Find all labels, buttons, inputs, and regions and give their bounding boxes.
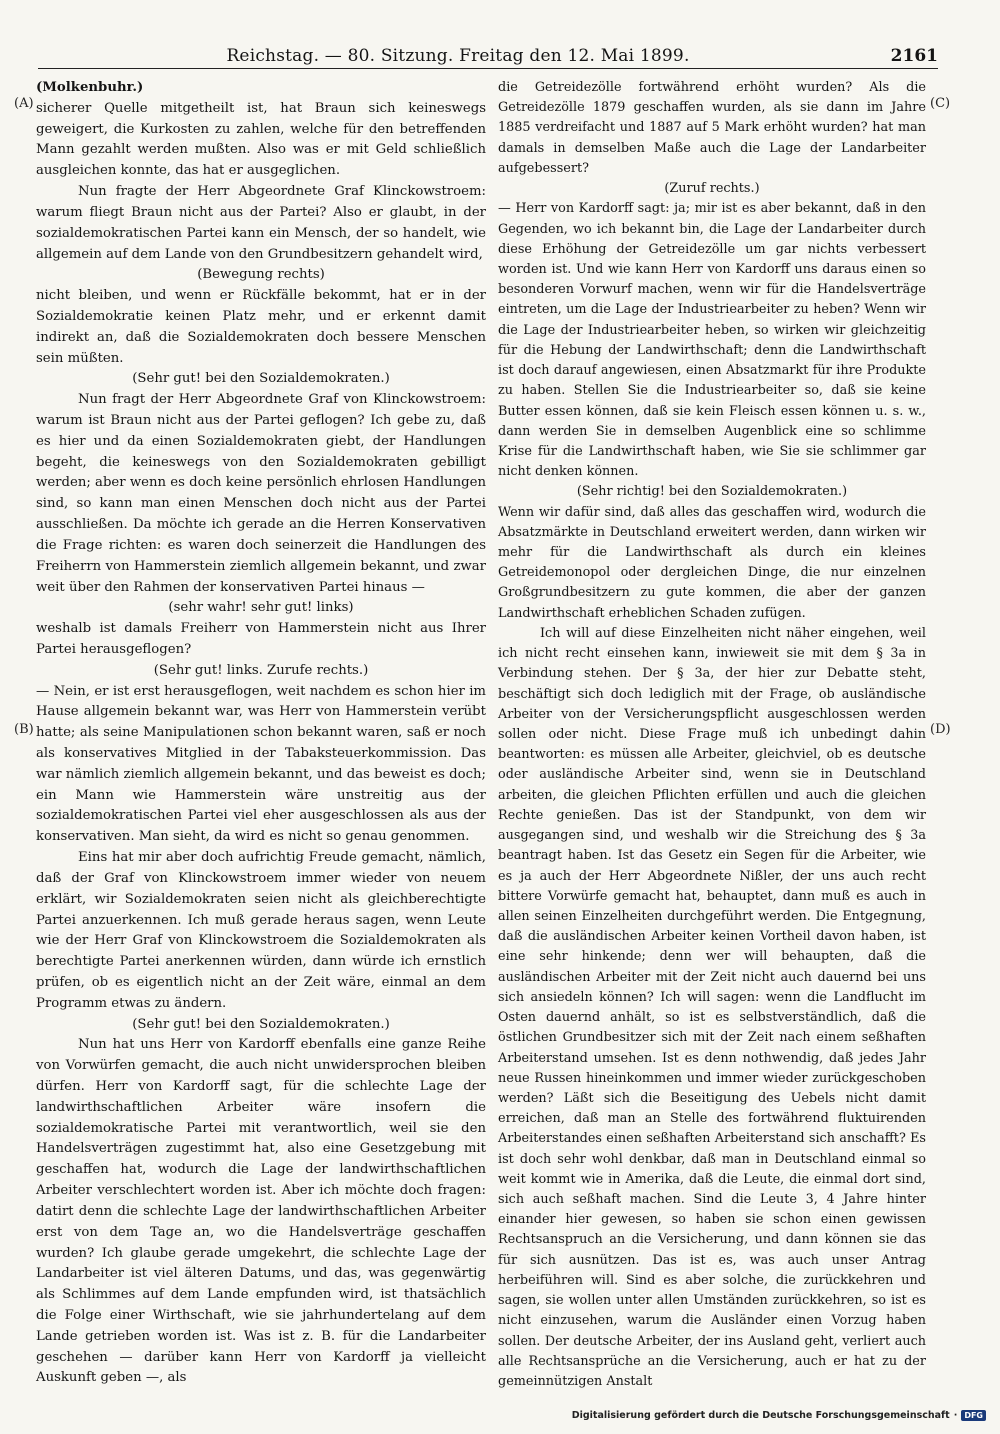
dfg-logo: DFG [961, 1410, 986, 1421]
paragraph: Ich will auf diese Einzelheiten nicht näher eingehen, weil ich nicht recht einsehen kann, inwieweit sie mit dem § 3a in Verbindung stehen. Der § 3a, der hier zur Debatte steht, beschäftigt sich doch lediglich mit der Frage, ob ausländische Arbeiter von der Versicherungspflicht ausgeschlossen werden sollen oder nicht. Diese Frage muß ich unbedingt dahin beantworten: es müssen alle Arbeiter, gleichviel, ob es deutsche oder ausländische Arbeiter sind, wenn sie in Deutschland arbeiten, die gleichen Pflichten erfüllen und auch die gleichen Rechte genießen. Das ist der Standpunkt, von dem wir ausgegangen sind, und weshalb wir die Streichung des § 3a beantragt haben. Ist das Gesetz ein Segen für die Arbeiter, wie es ja auch der Herr Abgeordnete Nißler, der uns auch recht bittere Vorwürfe gemacht hat, behauptet, dann muß es auch in allen seinen Einzelheiten durchgeführt werden. Die Entgegnung, daß die ausländischen Arbeiter keinen Vortheil davon haben, ist eine sehr hinkende; denn wer will behaupten, daß die ausländischen Arbeiter mit der Zeit nicht auch dauernd bei uns sich ansiedeln können? Ich will sagen: wenn die Landflucht im Osten dauernd anhält, so ist es selbstverständlich, daß die östlichen Grundbesitzer sich mit der Zeit nach einem seßhaften Arbeiterstand umsehen. Ist es denn nothwendig, daß jedes Jahr neue Russen hineinkommen und immer wieder zurückgeschoben werden? Läßt sich die Beseitigung des Uebels nicht damit erreichen, daß man an Stelle des fortwährend fluktuirenden Arbeiterstandes einen seßhaften Arbeiterstand sich anschafft? Es ist doch sehr wohl denkbar, daß man in Deutschland einmal so weit kommt wie in Amerika, daß die Leute, die einmal dort sind, sich auch seßhaft machen. Sind die Leute 3, 4 Jahre hinter einander hier gewesen, so haben sie schon einen gewissen Rechtsanspruch an die Versicherung, und dann können sie das für sich ausnützen. Das ist es, was auch unser Antrag herbeiführen will. Sind es aber solche, die zurückkehren und sagen, sie wollen unter allen Umständen zurückkehren, so ist es nicht einzusehen, warum die Ausländer einen Vorzug haben sollen. Der deutsche Arbeiter, der ins Ausland geht, verliert auch alle Rechtsansprüche an die Versicherung, auch er hat zu der gemeinnützigen Anstalt [498, 625, 926, 1389]
paragraph: Wenn wir dafür sind, daß alles das geschaffen wird, wodurch die Absatzmärkte in Deutschland erweitert werden, dann wirken wir mehr für die Landwirthschaft als durch ein kleines Getreidemonopol oder dergleichen Dinge, die nur einzelnen Großgrundbesitzern zu gute kommen, die aber der ganzen Landwirthschaft erheblichen Schaden zufügen. [498, 504, 926, 621]
footer-separator: · [953, 1410, 958, 1421]
running-title: Reichstag. — 80. Sitzung. Freitag den 12. Mai 1899. [226, 46, 690, 66]
margin-marker-b: (B) [14, 722, 34, 737]
page-number: 2161 [890, 46, 938, 66]
paragraph: Nun hat uns Herr von Kardorff ebenfalls eine ganze Reihe von Vorwürfen gemacht, die auch nicht unwidersprochen bleiben dürfen. Herr von Kardorff sagt, für die schlechte Lage der landwirthschaftlichen Arbeiter wäre insofern die sozialdemokratische Partei mit verantwortlich, weil sie den Handelsverträgen zugestimmt hat, also eine Gesetzgebung mit geschaffen hat, wodurch die Lage der landwirthschaftlichen Arbeiter verschlechtert worden ist. Aber ich möchte doch fragen: datirt denn die schlechte Lage der landwirthschaftlichen Arbeiter erst von dem Tage an, wo die Handelsverträge geschaffen wurden? Ich glaube gerade umgekehrt, die schlechte Lage der Landarbeiter ist viel älteren Datums, und das, was gegenwärtig als Schlimmes auf dem Lande empfunden wird, ist thatsächlich die Folge einer Wirthschaft, wie sie jahrhundertelang auf dem Lande getrieben worden ist. Was ist z. B. für die Landarbeiter geschehen — darüber kann Herr von Kardorff ja vielleicht Auskunft geben —, als [36, 1037, 486, 1386]
interjection: (Bewegung rechts) [197, 267, 325, 283]
paragraph: Eins hat mir aber doch aufrichtig Freude gemacht, nämlich, daß der Graf von Klinckowstroem immer wieder von neuem erklärt, wir Sozialdemokraten seien nicht als gleichberechtigte Partei anzuerkennen. Ich muß gerade heraus sagen, wenn Leute wie der Herr Graf von Klinckowstroem die Sozialdemokraten als berechtigte Partei anerkennen würden, dann würde ich ernstlich prüfen, ob es eigentlich nicht an der Zeit wäre, einmal an dem Programm etwas zu ändern. [36, 850, 486, 1011]
paragraph: die Getreidezölle fortwährend erhöht wurden? Als die Getreidezölle 1879 geschaffen wurden, als sie dann im Jahre 1885 verdreifacht und 1887 auf 5 Mark erhöht wurden? hat man damals in demselben Maße auch die Lage der Landarbeiter aufgebessert? [498, 80, 926, 176]
interjection: (Sehr richtig! bei den Sozialdemokraten.) [576, 484, 848, 500]
interjection: (Zuruf rechts.) [664, 181, 760, 197]
margin-marker-d: (D) [930, 722, 951, 737]
paragraph: Nun fragte der Herr Abgeordnete Graf Klinckowstroem: warum fliegt Braun nicht aus der Partei? Also er glaubt, in der sozialdemokratischen Partei kann ein Mensch, der so handelt, wie allgemein auf dem Lande von den Grundbesitzern gehandelt wird, [36, 184, 486, 262]
interjection: (Sehr gut! bei den Sozialdemokraten.) [132, 1016, 390, 1032]
interjection: (Sehr gut! links. Zurufe rechts.) [153, 662, 369, 678]
right-column [498, 78, 926, 1392]
margin-marker-c: (C) [930, 96, 951, 111]
page-header [38, 44, 938, 69]
speaker-name: (Molkenbuhr.) [36, 80, 144, 95]
left-column [36, 78, 486, 1389]
interjection: (sehr wahr! sehr gut! links) [168, 600, 354, 616]
paragraph: — Nein, er ist erst herausgeflogen, weit nachdem es schon hier im Hause allgemein bekannt war, was Herr von Hammerstein verübt hatte; als seine Manipulationen schon bekannt waren, saß er noch als konservatives Mitglied in der Tabaksteuerkommission. Das war nämlich ziemlich allgemein bekannt, und das beweist es doch; ein Mann wie Hammerstein wäre unstreitig aus der sozialdemokratischen Partei viel eher ausgeschlossen als aus der konservativen. Man sieht, da wird es nicht so genau genommen. [36, 683, 486, 845]
digitization-footer [572, 1410, 986, 1421]
interjection: (Sehr gut! bei den Sozialdemokraten.) [132, 371, 390, 387]
paragraph: nicht bleiben, und wenn er Rückfälle bekommt, hat er in der Sozialdemokratie keinen Platz mehr, und er erkennt damit indirekt an, daß die Sozialdemokraten doch bessere Menschen sein müßten. [36, 288, 486, 366]
paragraph: weshalb ist damals Freiherr von Hammerstein nicht aus Ihrer Partei herausgeflogen? [36, 621, 486, 657]
footer-text: Digitalisierung gefördert durch die Deutsche Forschungsgemeinschaft [571, 1410, 950, 1421]
paragraph: Nun fragt der Herr Abgeordnete Graf von Klinckowstroem: warum ist Braun nicht aus der Partei geflogen? Ich gebe zu, daß es hier und da einen Sozialdemokraten giebt, der Handlungen begeht, die keineswegs von den Sozialdemokraten gebilligt werden; aber wenn es doch keine persönlich ehrlosen Handlungen sind, so kann man einen Menschen doch nicht aus der Partei ausschließen. Da möchte ich gerade an die Herren Konservativen die Frage richten: es waren doch seinerzeit die Handlungen des Freiherrn von Hammerstein ziemlich allgemein bekannt, und zwar weit über den Rahmen der konservativen Partei hinaus — [36, 392, 487, 595]
paragraph: — Herr von Kardorff sagt: ja; mir ist es aber bekannt, daß in den Gegenden, wo ich bekannt bin, die Lage der Landarbeiter durch diese Erhöhung der Getreidezölle um gar nichts verbessert worden ist. Und wie kann Herr von Kardorff uns daraus einen so besonderen Vorwurf machen, wenn wir für die Handelsverträge eintreten, um die Lage der Industriearbeiter zu heben? Wenn wir die Lage der Industriearbeiter heben, so wirken wir gleichzeitig für die Hebung der Landwirthschaft; denn die Landwirthschaft ist doch darauf angewiesen, einen Absatzmarkt für ihre Produkte zu haben. Stellen Sie die Industriearbeiter so, daß sie keine Butter essen können, daß sie kein Fleisch essen können u. s. w., dann werden Sie in demselben Augenblick eine so schlimme Krise für die Landwirthschaft haben, wie Sie sie schlimmer gar nicht denken können. [498, 201, 926, 480]
margin-marker-a: (A) [14, 96, 34, 111]
paragraph: sicherer Quelle mitgetheilt ist, hat Braun sich keineswegs geweigert, die Kurkosten zu zahlen, welche für den betreffenden Mann gezahlt werden mußten. Also was er mit Geld schließlich ausgleichen konnte, das hat er ausgeglichen. [36, 100, 486, 179]
